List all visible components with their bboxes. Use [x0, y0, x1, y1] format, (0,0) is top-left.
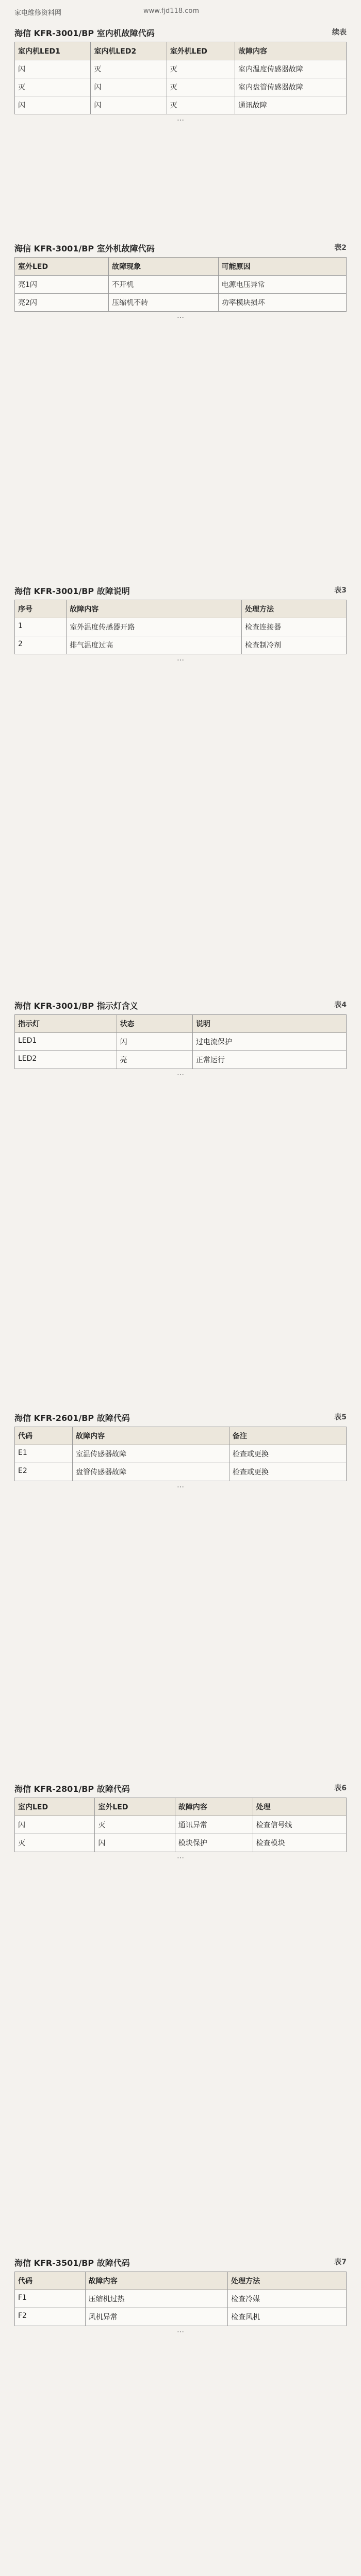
table-cell: 亮2闪 [15, 294, 109, 312]
table-1-header-row [15, 42, 347, 60]
table-2 [14, 257, 347, 312]
table-4-col-1: 指示灯 [15, 1015, 117, 1033]
table-6-col-1: 室内LED [15, 1798, 95, 1816]
table-cell: 闪 [15, 96, 91, 114]
table-5-block [14, 1412, 347, 1489]
table-7-col-1: 代码 [15, 2272, 86, 2290]
table-5-title: 海信 KFR-2601/BP 故障代码 [14, 1413, 130, 1423]
table-cell: 风机异常 [85, 2308, 228, 2326]
table-cell: 闪 [15, 60, 91, 78]
table-cell: 正常运行 [192, 1051, 346, 1069]
table-1-col-4: 故障内容 [235, 42, 347, 60]
table-cell: 检查制冷剂 [242, 636, 347, 654]
table-cell: 检查或更换 [229, 1463, 346, 1481]
table-4-ellipsis: … [177, 1069, 184, 1077]
table-3-title: 海信 KFR-3001/BP 故障说明 [14, 586, 130, 596]
table-cell: 灭 [15, 78, 91, 96]
table-6-col-2: 室外LED [95, 1798, 175, 1816]
table-cell: 通讯异常 [175, 1816, 253, 1834]
table-6 [14, 1798, 347, 1852]
table-7-header-row [15, 2272, 347, 2290]
table-cell: 检查或更换 [229, 1445, 346, 1463]
table-2-block [14, 242, 347, 320]
table-2-caption [14, 242, 347, 254]
table-1-col-2: 室内机LED2 [91, 42, 167, 60]
table-cell: F2 [15, 2308, 86, 2326]
table-cell: 灭 [167, 78, 235, 96]
table-1-col-3: 室外机LED [167, 42, 235, 60]
table-cell: 压缩机过热 [85, 2290, 228, 2308]
table-cell: 检查连接器 [242, 618, 347, 636]
table-cell: 过电流保护 [192, 1033, 346, 1051]
table-4-title: 海信 KFR-3001/BP 指示灯含义 [14, 1001, 138, 1011]
table-7-suffix: 表7 [334, 2258, 347, 2266]
table-6-ellipsis: … [177, 1852, 184, 1860]
table-3-ellipsis: … [177, 654, 184, 663]
table-6-suffix: 表6 [334, 1784, 347, 1792]
table-cell: 检查冷媒 [228, 2290, 347, 2308]
table-5-suffix: 表5 [334, 1413, 347, 1421]
table-5-caption [14, 1412, 347, 1423]
table-2-suffix: 表2 [334, 244, 347, 252]
table-6-col-4: 处理 [253, 1798, 346, 1816]
table-6-caption [14, 1783, 347, 1794]
table-5-col-1: 代码 [15, 1427, 73, 1445]
table-cell: 压缩机不转 [109, 294, 219, 312]
table-cell: 排气温度过高 [67, 636, 242, 654]
table-2-header-row [15, 258, 347, 276]
table-2-title: 海信 KFR-3001/BP 室外机故障代码 [14, 244, 155, 253]
table-5 [14, 1427, 347, 1481]
table-cell: 检查信号线 [253, 1816, 346, 1834]
table-4-col-2: 状态 [117, 1015, 192, 1033]
watermark-url: www.fjd118.com [143, 7, 199, 15]
table-6-block [14, 1783, 347, 1860]
table-2-col-3: 可能原因 [218, 258, 346, 276]
table-1-col-1: 室内机LED1 [15, 42, 91, 60]
table-5-col-3: 备注 [229, 1427, 346, 1445]
table-7-block [14, 2257, 347, 2334]
table-1-suffix: 续表 [332, 28, 347, 37]
table-cell: 模块保护 [175, 1834, 253, 1852]
table-5-header-row [15, 1427, 347, 1445]
table-cell: 检查模块 [253, 1834, 346, 1852]
table-cell: E2 [15, 1463, 73, 1481]
table-cell: 盘管传感器故障 [73, 1463, 229, 1481]
table-6-title: 海信 KFR-2801/BP 故障代码 [14, 1784, 130, 1794]
table-row [15, 1445, 347, 1463]
table-cell: 2 [15, 636, 67, 654]
table-cell: 室内温度传感器故障 [235, 60, 347, 78]
table-cell: 闪 [117, 1033, 192, 1051]
table-row [15, 1463, 347, 1481]
table-7 [14, 2272, 347, 2326]
table-cell: 闪 [15, 1816, 95, 1834]
table-3 [14, 600, 347, 654]
table-3-col-1: 序号 [15, 600, 67, 618]
table-cell: 灭 [167, 96, 235, 114]
table-7-ellipsis: … [177, 2326, 184, 2334]
table-row [15, 2308, 347, 2326]
table-3-suffix: 表3 [334, 586, 347, 595]
table-cell: 电源电压异常 [218, 276, 346, 294]
table-cell: 闪 [95, 1834, 175, 1852]
table-row [15, 1033, 347, 1051]
table-7-col-3: 处理方法 [228, 2272, 347, 2290]
table-cell: 室内盘管传感器故障 [235, 78, 347, 96]
table-cell: 室温传感器故障 [73, 1445, 229, 1463]
table-row [15, 1051, 347, 1069]
table-row [15, 78, 347, 96]
table-cell: F1 [15, 2290, 86, 2308]
table-row [15, 636, 347, 654]
table-1-caption [14, 27, 347, 39]
table-cell: 1 [15, 618, 67, 636]
table-1-block [14, 27, 347, 123]
table-cell: 检查风机 [228, 2308, 347, 2326]
table-cell: 功率模块损坏 [218, 294, 346, 312]
table-4-caption [14, 999, 347, 1011]
table-3-col-3: 处理方法 [242, 600, 347, 618]
site-title: 家电维修资料网 [14, 9, 62, 17]
table-5-col-2: 故障内容 [73, 1427, 229, 1445]
table-row [15, 60, 347, 78]
table-cell: 不开机 [109, 276, 219, 294]
table-4-col-3: 说明 [192, 1015, 346, 1033]
table-cell: 闪 [91, 78, 167, 96]
table-cell: 灭 [95, 1816, 175, 1834]
table-6-col-3: 故障内容 [175, 1798, 253, 1816]
table-3-header-row [15, 600, 347, 618]
table-cell: 闪 [91, 96, 167, 114]
table-cell: 灭 [91, 60, 167, 78]
table-cell: 灭 [15, 1834, 95, 1852]
table-3-col-2: 故障内容 [67, 600, 242, 618]
table-7-caption [14, 2257, 347, 2268]
table-cell: 亮 [117, 1051, 192, 1069]
table-4 [14, 1014, 347, 1069]
table-3-caption [14, 585, 347, 597]
table-1-title: 海信 KFR-3001/BP 室内机故障代码 [14, 28, 155, 38]
table-row [15, 1834, 347, 1852]
table-cell: 亮1闪 [15, 276, 109, 294]
table-5-ellipsis: … [177, 1481, 184, 1489]
table-row [15, 294, 347, 312]
table-1-ellipsis: … [177, 114, 184, 123]
table-row [15, 618, 347, 636]
table-3-block [14, 585, 347, 663]
table-4-header-row [15, 1015, 347, 1033]
table-cell: 通讯故障 [235, 96, 347, 114]
table-7-col-2: 故障内容 [85, 2272, 228, 2290]
table-4-block [14, 999, 347, 1077]
table-cell: E1 [15, 1445, 73, 1463]
table-7-title: 海信 KFR-3501/BP 故障代码 [14, 2258, 130, 2268]
site-header [14, 7, 347, 22]
table-2-ellipsis: … [177, 312, 184, 320]
table-cell: LED2 [15, 1051, 117, 1069]
table-cell: 灭 [167, 60, 235, 78]
table-row [15, 2290, 347, 2308]
table-6-header-row [15, 1798, 347, 1816]
table-row [15, 276, 347, 294]
table-row [15, 96, 347, 114]
table-1 [14, 42, 347, 114]
table-cell: LED1 [15, 1033, 117, 1051]
table-row [15, 1816, 347, 1834]
table-4-suffix: 表4 [334, 1001, 347, 1009]
table-2-col-1: 室外LED [15, 258, 109, 276]
table-cell: 室外温度传感器开路 [67, 618, 242, 636]
table-2-col-2: 故障现象 [109, 258, 219, 276]
